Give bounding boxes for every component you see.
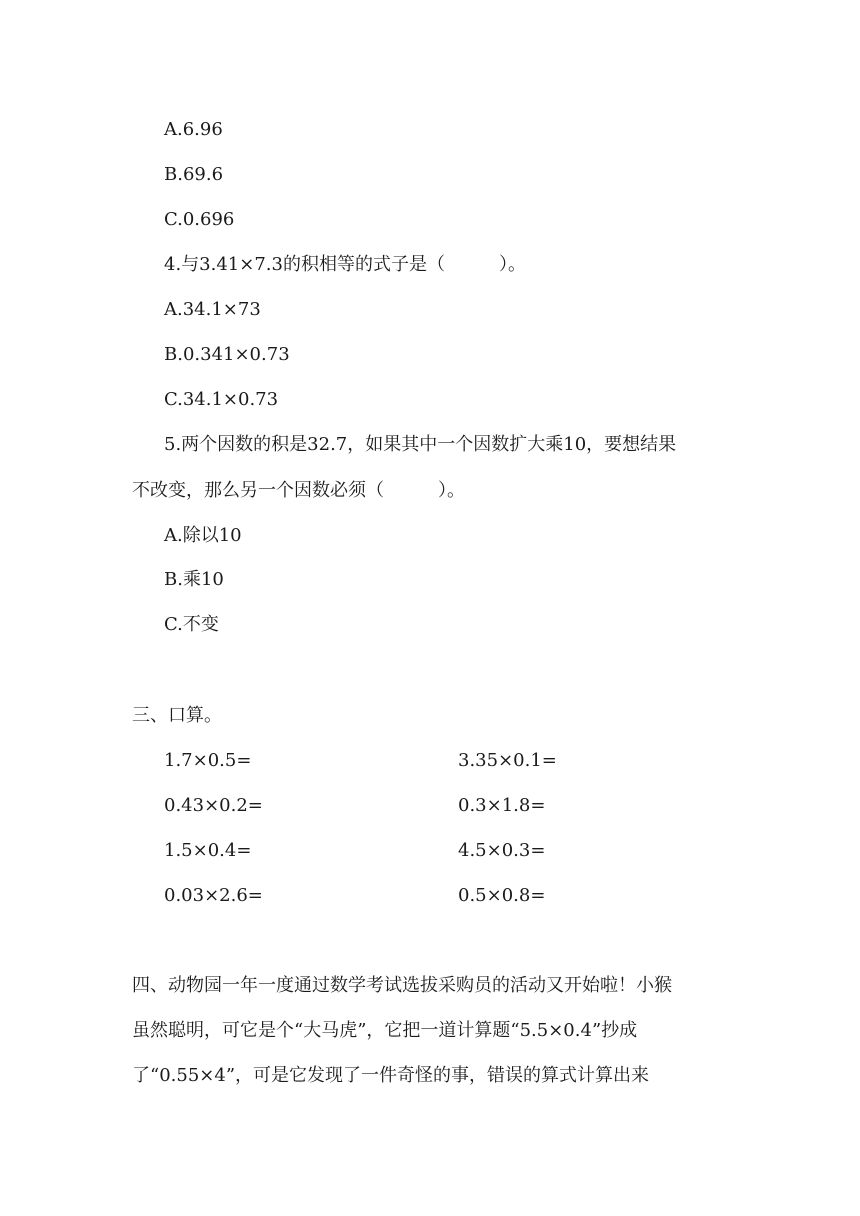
q3-option-c: C.0.696 — [164, 209, 235, 230]
calc-left-3: 1.5×0.4= — [164, 840, 252, 861]
section4-line2: 虽然聪明，可它是个“大马虎”，它把一道计算题“5.5×0.4”抄成 — [132, 1020, 638, 1041]
q5-stem-line2: 不改变，那么另一个因数必须（ ）。 — [132, 480, 465, 501]
calc-right-1: 3.35×0.1= — [458, 750, 557, 771]
q5-option-a: A.除以10 — [164, 525, 242, 546]
q5-stem-line1: 5.两个因数的积是32.7，如果其中一个因数扩大乘10，要想结果 — [164, 434, 677, 455]
section4-line1: 四、动物园一年一度通过数学考试选拔采购员的活动又开始啦！小猴 — [132, 975, 672, 996]
calc-right-4: 0.5×0.8= — [458, 885, 546, 906]
q4-option-b: B.0.341×0.73 — [164, 344, 290, 365]
calc-left-2: 0.43×0.2= — [164, 795, 263, 816]
q4-option-a: A.34.1×73 — [164, 299, 261, 320]
q3-option-a: A.6.96 — [164, 119, 223, 140]
calc-left-4: 0.03×2.6= — [164, 885, 263, 906]
section3-title: 三、口算。 — [132, 705, 222, 726]
section4-line3: 了“0.55×4”，可是它发现了一件奇怪的事，错误的算式计算出来 — [132, 1065, 650, 1086]
q4-option-c: C.34.1×0.73 — [164, 389, 279, 410]
q3-option-b: B.69.6 — [164, 164, 224, 185]
calc-right-2: 0.3×1.8= — [458, 795, 546, 816]
q4-stem: 4.与3.41×7.3的积相等的式子是（ ）。 — [164, 254, 526, 275]
q5-option-b: B.乘10 — [164, 569, 224, 590]
calc-right-3: 4.5×0.3= — [458, 840, 546, 861]
q5-option-c: C.不变 — [164, 614, 219, 635]
calc-left-1: 1.7×0.5= — [164, 750, 252, 771]
